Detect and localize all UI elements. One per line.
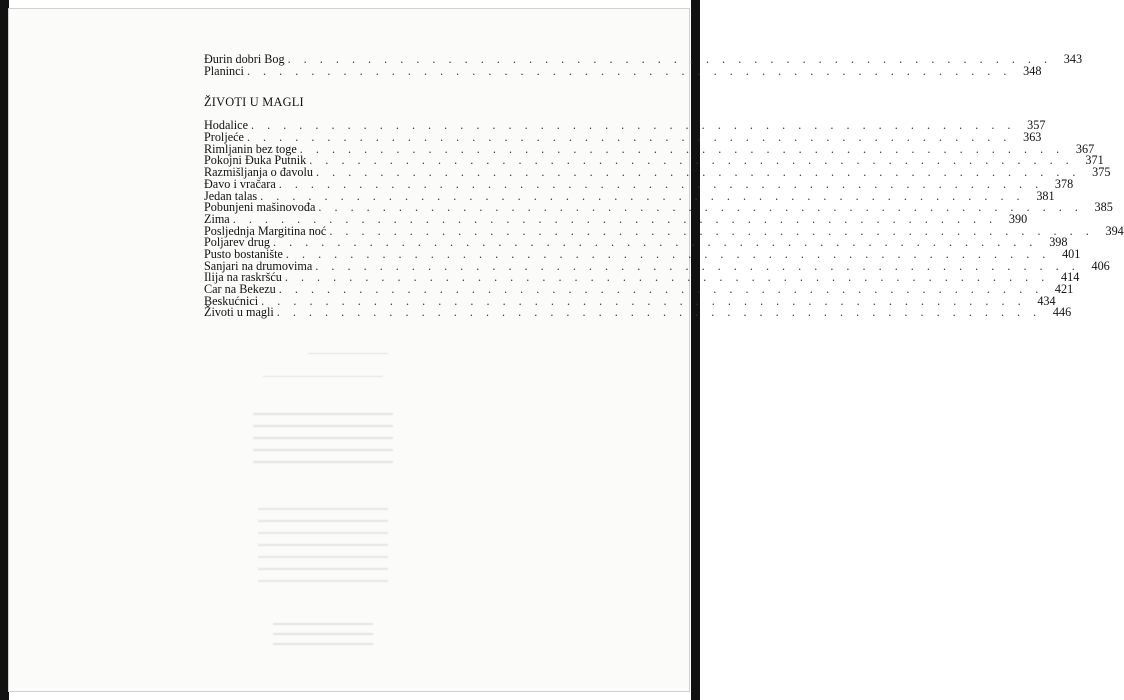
toc-entry-title: Hodalice <box>204 118 248 133</box>
toc-leader-dots: . . . . . . . . . . . . . . . . . . . . . . . . . . . . . . . . . . . . . . . . . . . . . . . . <box>276 305 1042 320</box>
toc-entry-title: Pokojni Đuka Putnik <box>204 153 307 168</box>
toc-leader-dots: . . . . . . . . . . . . . . . . . . . . . . . . . . . . . . . . . . . . . . . . . . . . . . . . <box>232 211 998 226</box>
toc-leader-dots: . . . . . . . . . . . . . . . . . . . . . . . . . . . . . . . . . . . . . . . . . . . . . . . . <box>287 52 1053 66</box>
toc-entry-page: 378 <box>1054 176 1074 191</box>
toc-entry-title: Pobunjeni mašinovođa <box>204 200 316 215</box>
toc-leader-dots: . . . . . . . . . . . . . . . . . . . . . . . . . . . . . . . . . . . . . . . . . . . . . . . . <box>251 118 1016 133</box>
toc-entry-title: Poljarev drug <box>204 235 271 250</box>
toc-entry-page: 343 <box>1063 52 1083 66</box>
toc-entry-page: 406 <box>1091 258 1110 273</box>
toc-leader-dots: . . . . . . . . . . . . . . . . . . . . . . . . . . . . . . . . . . . . . . . . . . . . . . . . <box>278 176 1044 191</box>
toc-entry-title: Životi u magli <box>204 305 274 320</box>
toc-entry-title: Rimljanin bez toge <box>204 141 297 156</box>
bleed-through-text <box>308 353 388 364</box>
toc-leader-dots: . . . . . . . . . . . . . . . . . . . . . . . . . . . . . . . . . . . . . . . . . . . . . . . . <box>318 200 1083 215</box>
scan-border-right <box>691 0 700 700</box>
toc-entry-title: Proljeće <box>204 130 244 145</box>
toc-entry-title: Razmišljanja o đavolu <box>204 165 313 180</box>
toc-leader-dots: . . . . . . . . . . . . . . . . . . . . . . . . . . . . . . . . . . . . . . . . . . . . . . . . <box>273 235 1038 250</box>
bleed-through-text <box>258 508 388 583</box>
toc-entry-page: 390 <box>1008 211 1028 226</box>
toc-entry-page: 381 <box>1036 188 1055 203</box>
toc-entry-page: 375 <box>1092 165 1111 180</box>
bleed-through-text <box>273 623 373 645</box>
section-spacer <box>204 77 484 95</box>
toc-group-first <box>204 52 1083 78</box>
toc-entry-page: 371 <box>1085 153 1104 168</box>
toc-leader-dots: . . . . . . . . . . . . . . . . . . . . . . . . . . . . . . . . . . . . . . . . . . . . . . . . <box>260 188 1025 203</box>
toc-leader-dots: . . . . . . . . . . . . . . . . . . . . . . . . . . . . . . . . . . . . . . . . . . . . . . . . <box>299 141 1065 156</box>
table-of-contents <box>204 52 1124 320</box>
toc-entry-title: Ilija na raskršću <box>204 270 282 285</box>
toc-entry-page: 385 <box>1094 200 1113 215</box>
toc-entry-title: Beskućnici <box>204 293 259 308</box>
toc-entry-page: 414 <box>1061 270 1080 285</box>
section-heading: ŽIVOTI U MAGLI <box>204 95 304 110</box>
toc-entry-page: 446 <box>1052 305 1072 320</box>
toc-group-second <box>204 118 1124 320</box>
toc-leader-dots: . . . . . . . . . . . . . . . . . . . . . . . . . . . . . . . . . . . . . . . . . . . . . . . . <box>284 270 1050 285</box>
toc-entry-title: Zima <box>204 211 230 226</box>
toc-leader-dots: . . . . . . . . . . . . . . . . . . . . . . . . . . . . . . . . . . . . . . . . . . . . . . . . <box>278 282 1044 296</box>
toc-leader-dots: . . . . . . . . . . . . . . . . . . . . . . . . . . . . . . . . . . . . . . . . . . . . . . . . <box>285 246 1051 261</box>
toc-leader-dots: . . . . . . . . . . . . . . . . . . . . . . . . . . . . . . . . . . . . . . . . . . . . . . . . <box>329 223 1094 238</box>
toc-entry-page: 394 <box>1105 223 1124 238</box>
toc-entry-title: Car na Bekezu <box>204 282 276 296</box>
toc-entry-page: 357 <box>1027 118 1046 133</box>
bleed-through-text <box>253 413 393 473</box>
toc-entry-page: 348 <box>1023 63 1042 78</box>
toc-entry-page: 434 <box>1037 293 1056 308</box>
toc-entry-page: 363 <box>1023 130 1042 145</box>
toc-entry-title: Đavo i vračara <box>204 176 276 191</box>
toc-leader-dots: . . . . . . . . . . . . . . . . . . . . . . . . . . . . . . . . . . . . . . . . . . . . . . . . <box>246 130 1012 145</box>
toc-entry <box>204 63 1042 78</box>
toc-leader-dots: . . . . . . . . . . . . . . . . . . . . . . . . . . . . . . . . . . . . . . . . . . . . . . . . <box>261 293 1026 308</box>
toc-entry-page: 367 <box>1075 141 1095 156</box>
toc-entry-page: 421 <box>1054 282 1074 296</box>
toc-entry-title: Pusto bostanište <box>204 246 283 261</box>
toc-leader-dots: . . . . . . . . . . . . . . . . . . . . . . . . . . . . . . . . . . . . . . . . . . . . . . . . <box>246 63 1012 78</box>
toc-entry-page: 401 <box>1062 246 1081 261</box>
toc-entry <box>204 305 1072 320</box>
toc-entry-page: 398 <box>1049 235 1068 250</box>
toc-entry-title: Sanjari na drumovima <box>204 258 313 273</box>
toc-entry-title: Đurin dobri Bog <box>204 52 285 66</box>
toc-leader-dots: . . . . . . . . . . . . . . . . . . . . . . . . . . . . . . . . . . . . . . . . . . . . . . . . <box>309 153 1074 168</box>
toc-entry-title: Jedan talas <box>204 188 258 203</box>
toc-leader-dots: . . . . . . . . . . . . . . . . . . . . . . . . . . . . . . . . . . . . . . . . . . . . . . . . <box>315 258 1080 273</box>
toc-entry-title: Planinci <box>204 63 244 78</box>
bleed-through-text <box>263 376 383 387</box>
toc-entry-title: Posljednja Margitina noć <box>204 223 327 238</box>
toc-leader-dots: . . . . . . . . . . . . . . . . . . . . . . . . . . . . . . . . . . . . . . . . . . . . . . . . <box>316 165 1081 180</box>
